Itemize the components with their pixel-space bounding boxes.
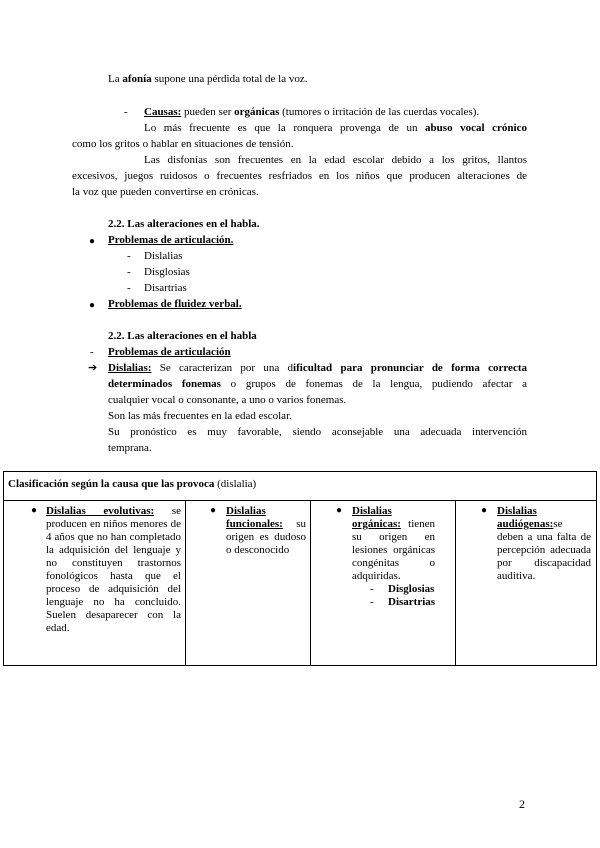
ronquera-pre: Lo más frecuente es que la ronquera provenga de un — [144, 122, 426, 134]
section1-bullet2: ● — [89, 300, 96, 311]
dislalias-line2-post: o grupos de fonemas de la lengua, pudiendo afectar a — [220, 378, 527, 390]
bullet-funcionales: ● — [210, 505, 217, 516]
audiogenas-text — [497, 505, 591, 583]
disfonias-line2: excesivos, juegos ruidosos o frecuentes resfriados en los niños que producen alteraciones de — [72, 170, 527, 182]
funcionales-text — [226, 505, 306, 557]
table-header-bold: Clasificación según la causa que las provoca — [8, 478, 215, 490]
section1-item1: Problemas de articulación. — [108, 234, 234, 246]
dislalias-line3: cualquier vocal o consonante, a uno o varios fonemas. — [108, 394, 347, 406]
sub-dash-3: - — [127, 282, 131, 294]
bullet-organicas: ● — [336, 505, 343, 516]
table-row — [4, 501, 597, 666]
afonia-post: supone una pérdida total de la voz. — [151, 73, 308, 85]
evolutivas-label: Dislalias evolutivas: — [46, 505, 155, 517]
section1-heading: 2.2. Las alteraciones en el habla. — [108, 218, 260, 230]
audiogenas-label: Dislalias audiógenas: — [497, 505, 554, 530]
organicas-sub-disglosias: Disglosias — [388, 583, 435, 595]
table-cell-funcionales — [186, 501, 311, 666]
organicas-sub-dash: - — [370, 596, 374, 608]
dislalias-label: Dislalias: — [108, 362, 152, 374]
funcionales-label: Dislalias funcionales: — [226, 505, 283, 530]
arrow-icon: ➔ — [88, 362, 98, 374]
causas-text1: pueden ser — [181, 106, 235, 118]
ronquera-line2: como los gritos o hablar en situaciones de tensión. — [72, 138, 294, 150]
organicas-desc: tienen su origen en lesiones orgánicas congénitas o adquiridas. — [352, 518, 436, 582]
causas-label: Causas: — [144, 106, 182, 118]
dislalias-line4: Son las más frecuentes en la edad escolar. — [108, 410, 292, 422]
section2-item1: Problemas de articulación — [108, 346, 231, 358]
subitem-dislalias: Dislalias — [144, 250, 183, 262]
organicas-sub-1 — [352, 583, 435, 596]
causas-text2: (tumores o irritación de las cuerdas vocales). — [279, 106, 480, 118]
subitem-disartrias: Disartrias — [144, 282, 187, 294]
evolutivas-desc: se producen en niños menores de 4 años que no han completado la adquisición del lenguaje y no constituyen trastornos fonológicos hasta que el proceso de adquisición del lenguaje no ha concluido. Suelen desaparecer con la edad. — [46, 505, 181, 634]
section1-item2: Problemas de fluidez verbal. — [108, 298, 242, 310]
section2-heading: 2.2. Las alteraciones en el habla — [108, 330, 257, 342]
bullet-audiogenas: ● — [481, 505, 488, 516]
dislalias-line5: Su pronóstico es muy favorable, siendo aconsejable una adecuada intervención — [108, 426, 527, 438]
ronquera-line1 — [144, 122, 527, 135]
disfonias-line1: Las disfonías son frecuentes en la edad escolar debido a los gritos, llantos — [144, 154, 527, 166]
sub-dash-2: - — [127, 266, 131, 278]
disfonias-line3: la voz que pueden convertirse en crónicas. — [72, 186, 259, 198]
causas-bold1: orgánicas — [234, 106, 280, 118]
classification-table — [3, 471, 597, 666]
organicas-sub-dash: - — [370, 583, 374, 595]
section2-dash: - — [90, 346, 94, 358]
organicas-sub-2 — [352, 596, 435, 609]
afonia-pre: La — [108, 73, 123, 85]
table-header-row — [4, 472, 597, 501]
table-cell-audiogenas — [456, 501, 597, 666]
evolutivas-text — [46, 505, 181, 635]
afonia-paragraph — [108, 73, 308, 86]
dislalias-line6: temprana. — [108, 442, 152, 454]
dislalias-line2-bold: determinados fonemas — [108, 378, 221, 390]
dislalias-line1 — [108, 362, 527, 375]
organicas-text — [352, 505, 435, 583]
table-cell-evolutivas — [4, 501, 186, 666]
table-header-cell — [4, 472, 597, 501]
dislalias-line1-bold: ificultad para pronunciar de forma correcta — [293, 362, 527, 374]
sub-dash-1: - — [127, 250, 131, 262]
funcionales-desc: su origen es dudoso o desconocido — [226, 518, 306, 556]
afonia-bold: afonía — [122, 73, 152, 85]
ronquera-bold: abuso vocal crónico — [425, 122, 527, 134]
page-number: 2 — [519, 797, 525, 811]
causas-line — [144, 106, 479, 119]
dislalias-line1-pre: Se caracterizan por una d — [151, 362, 294, 374]
dislalias-line2 — [108, 378, 527, 391]
table-cell-organicas — [311, 501, 456, 666]
bullet-evolutivas: ● — [31, 505, 38, 516]
organicas-label: Dislalias orgánicas: — [352, 505, 401, 530]
causas-dash: - — [124, 106, 128, 118]
audiogenas-desc: se deben a una falta de percepción adecuada por discapacidad auditiva. — [497, 518, 591, 582]
organicas-sub-disartrias: Disartrias — [388, 596, 436, 608]
section1-bullet1: ● — [89, 236, 96, 247]
subitem-disglosias: Disglosias — [144, 266, 190, 278]
table-header-normal: (dislalia) — [214, 478, 257, 490]
